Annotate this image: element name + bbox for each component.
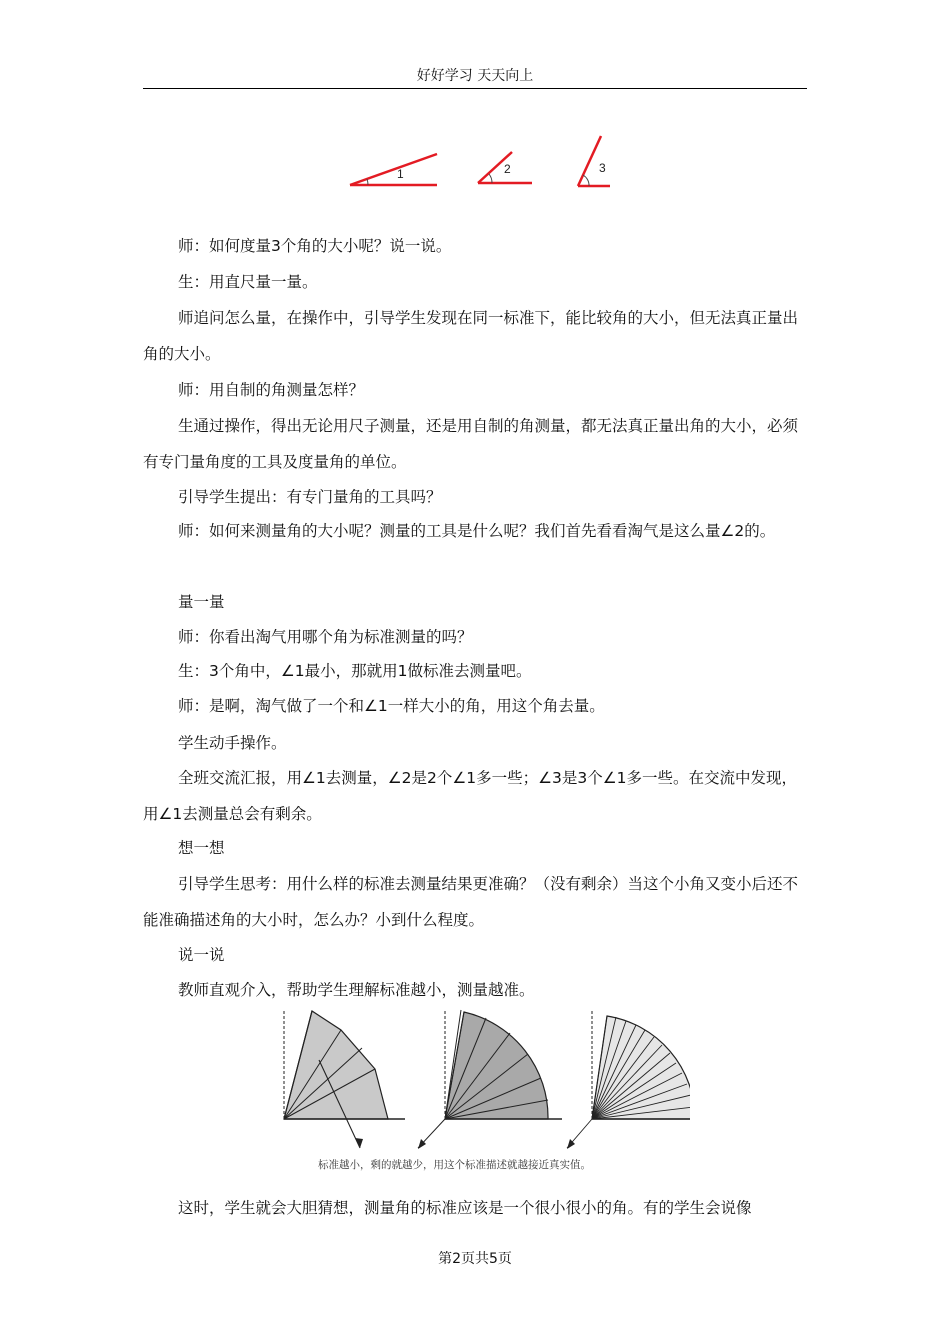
section-heading: 说一说 bbox=[178, 946, 225, 964]
page-footer: 第2页共5页 bbox=[438, 1251, 512, 1267]
paragraph: 师：你看出淘气用哪个角为标准测量的吗？ bbox=[178, 628, 473, 646]
fan-panel-1 bbox=[284, 1010, 405, 1148]
paragraph: 生通过操作，得出无论用尺子测量，还是用自制的角测量，都无法真正量出角的大小，必须有专门量角度的工具及度量角的单位。 bbox=[143, 417, 799, 471]
paragraph: 引导学生思考：用什么样的标准去测量结果更准确？（没有剩余）当这个小角又变小后还不能准确描述角的大小时，怎么办？小到什么程度。 bbox=[143, 875, 799, 929]
fan-panel-2 bbox=[418, 1010, 562, 1149]
paragraph: 学生动手操作。 bbox=[178, 734, 287, 752]
paragraph: 引导学生提出：有专门量角的工具吗？ bbox=[178, 488, 442, 506]
fan-panel-3 bbox=[567, 1010, 690, 1149]
angles-figure bbox=[340, 125, 630, 195]
paragraph: 生：3个角中，∠1最小，那就用1做标准去测量吧。 bbox=[178, 662, 532, 680]
fan-figure-caption: 标准越小，剩的就越少，用这个标准描述就越接近真实值。 bbox=[318, 1159, 591, 1171]
paragraph: 教师直观介入，帮助学生理解标准越小，测量越准。 bbox=[178, 981, 535, 999]
paragraph: 生：用直尺量一量。 bbox=[178, 273, 318, 291]
paragraph: 师：是啊，淘气做了一个和∠1一样大小的角，用这个角去量。 bbox=[178, 697, 605, 715]
angle-measurement-figure bbox=[270, 1008, 690, 1178]
section-heading: 想一想 bbox=[178, 839, 225, 857]
paragraph: 这时，学生就会大胆猜想，测量角的标准应该是一个很小很小的角。有的学生会说像 bbox=[178, 1199, 752, 1217]
angle-2-label: 2 bbox=[504, 162, 511, 176]
section-heading: 量一量 bbox=[178, 593, 225, 611]
paragraph: 师：用自制的角测量怎样？ bbox=[178, 381, 365, 399]
paragraph: 全班交流汇报，用∠1去测量，∠2是2个∠1多一些；∠3是3个∠1多一些。在交流中发现，用∠1去测量总会有剩余。 bbox=[143, 769, 798, 823]
angle-3-label: 3 bbox=[599, 161, 606, 175]
angle-1-label: 1 bbox=[397, 167, 404, 181]
paragraph: 师追问怎么量，在操作中，引导学生发现在同一标准下，能比较角的大小，但无法真正量出角的大小。 bbox=[143, 309, 799, 363]
paragraph: 师：如何度量3个角的大小呢？说一说。 bbox=[178, 237, 452, 255]
header-rule bbox=[143, 88, 807, 89]
paragraph: 师：如何来测量角的大小呢？测量的工具是什么呢？我们首先看看淘气是这么量∠2的。 bbox=[178, 522, 776, 540]
angle-1 bbox=[350, 154, 437, 185]
page-header: 好好学习 天天向上 bbox=[416, 68, 534, 84]
